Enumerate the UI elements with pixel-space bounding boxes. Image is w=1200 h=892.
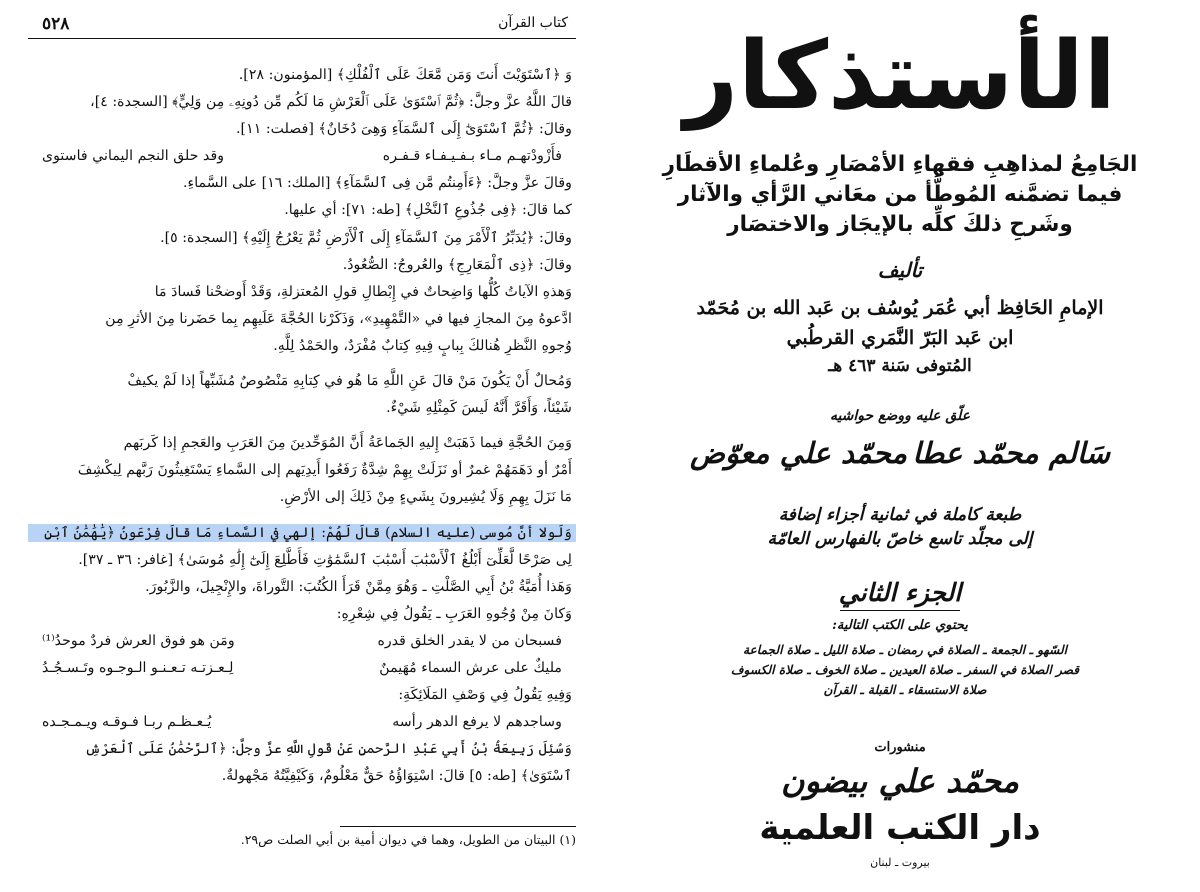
text-line[interactable]: وقالَ: ﴿ثُمَّ ٱسْتَوَىٰٓ إِلَى ٱلسَّمَآءِ وَهِىَ دُخَانٌ﴾ [فصلت: ١١]. [236, 121, 572, 138]
text-line[interactable]: وَهذهِ الآياتُ كُلُّها وَاضِحاتٌ في إِبْطالِ قولِ المُعتزلةِ، وَقَدْ أَوضحْنا فَسادَ مَا [154, 283, 572, 300]
text-line[interactable]: وَمِنَ الحُجَّةِ فيما ذَهَبَتْ إِليهِ الجَماعَةُ أَنَّ المُوَحِّدينَ مِنَ العَرَبِ والعَجمِ إذا كَربَهم [123, 435, 572, 452]
text-line[interactable]: أَمْرٌ أو دَهَمَهُمْ غمرٌ أو نَزَلَتْ بِهِمْ شِدَّةٌ رَفَعُوا أَيدِيَهم إلى السَّماءِ يَسْتَغِيثُونَ رَبَّهم لِيكْشِفَ [77, 462, 572, 479]
contents-line: السّهو ـ الجمعة ـ الصلاة في رمضان ـ صلاة الليل ـ صلاة الجماعة [742, 643, 1068, 657]
publisher-label: منشورات [874, 740, 926, 755]
poetry-verse[interactable] [28, 655, 576, 682]
subtitle-line: الجَامِعُ لمذاهِبِ فقهاءِ الأمْصَارِ وعُلماءِ الأقطَارِ [662, 152, 1138, 177]
running-title: كتاب القرآن [498, 15, 568, 31]
publisher-name: محمّد علي بيضون [780, 762, 1020, 800]
text-line[interactable]: قالَ اللَّهُ عزَّ وجلَّ: ﴿ثُمَّ ٱسْتَوَىٰ عَلَى ٱلْعَرْشِ مَا لَكُم مِّن دُونِهِۦ مِن وَلِيٍّ﴾ [السجدة: ٤]، [90, 94, 572, 111]
page-number: ٥٢٨ [42, 14, 70, 34]
contents-line: صلاة الاستسقاء ـ القبلة ـ القرآن [823, 683, 987, 697]
contains-label: يحتوي على الكتب التالية: [832, 618, 968, 633]
text-line[interactable]: ٱسْتَوَىٰ﴾ [طه: ٥] قالَ: اسْتِوَاؤُهُ حَقٌّ مَعْلُومٌ، وَكَيْفِيَّتُهُ مَجْهولةٌ. [221, 768, 572, 785]
verse-first-hemistich[interactable]: مليكٌ على عرش السماء مُهَيمنٌ [379, 659, 562, 676]
subtitle-line: وشَرحِ ذلكَ كلِّه بالإيجَاز والاختصَار [727, 212, 1073, 237]
text-line[interactable]: لِى صَرْحًا لَّعَلِّىٓ أَبْلُغُ ٱلْأَسْبَٰبَ أَسْبَٰبَ ٱلسَّمَٰوَٰتِ فَأَطَّلِعَ إِلَىٰٓ إِلَٰهِ مُوسَىٰ﴾ [غافر: ٣٦ ـ ٣٧]. [78, 551, 572, 568]
editors [690, 436, 1110, 470]
author-line: ابن عَبد البَرّ النَّمَري القرطُبي [786, 327, 1014, 349]
verse-second-hemistich[interactable]: ومَن هو فوق العرش فردٌ موحدُ⁽¹⁾ [42, 632, 235, 649]
poetry-verse[interactable] [28, 143, 576, 170]
text-line[interactable]: وَمُحالٌ أَنْ يَكُونَ مَنْ قالَ عَنِ اللَّهِ مَا هُو في كِتابِهِ مَنْصُوصٌ مُشَبِّهاً إذا لَمْ يكيفْ [127, 373, 572, 390]
edition-line: إلى مجلّد تاسع خاصّ بالفهارس العامّة [767, 529, 1033, 549]
verse-first-hemistich[interactable]: وساجدهم لا يرفع الدهر رأسه [392, 714, 562, 731]
text-line[interactable]: ادَّعوهُ مِنَ المجازِ فيها في «التَّمْهِيدِ»، وَذَكَرْنا الحُجَّةَ عَلَيهِم بِما حَضَرنا مِنَ الأثرِ مِن [105, 310, 572, 327]
text-line[interactable]: وَكانَ مِنْ وُجُوهِ العَرَبِ ـ يَقُولُ فِي شِعْرِهِ: [336, 605, 572, 622]
editor-name: محمّد علي معوّض [690, 436, 908, 470]
page-header [28, 12, 576, 39]
text-line[interactable]: وَ ﴿ٱسْتَوَيْتَ أَنتَ وَمَن مَّعَكَ عَلَى ٱلْفُلْكِ﴾ [المؤمنون: ٢٨]. [238, 67, 572, 83]
editor-name: سَالم محمّد عطا [912, 436, 1110, 470]
text-line[interactable]: وَفِيهِ يَقُولُ فِي وَصْفِ المَلَائِكَةِ: [398, 687, 572, 704]
footnote[interactable]: (١) البيتان من الطويل، وهما في ديوان أمية بن أبي الصلت ص٢٩. [240, 832, 576, 847]
verse-first-hemistich[interactable]: فسبحان من لا يقدر الخلق قدره [377, 632, 562, 649]
author-death-date: المُتوفى سَنة ٤٦٣ هـ [828, 356, 972, 376]
verse-second-hemistich[interactable]: يُـعـظـم ربـا فـوقـه ويـمـجـده [42, 714, 212, 731]
contents-list [675, 640, 1135, 700]
text-line[interactable]: وَسُئِلَ رَبِيعَةُ بْنُ أَبِي عَبْدِ الرَّحمنِ عَنْ قَولِ اللَّهِ عزَّ وجلَّ: ﴿ٱلرَّحْمَٰنُ عَلَى ٱلْعَرْشِ [84, 741, 572, 758]
body-text[interactable] [28, 62, 576, 790]
verse-second-hemistich[interactable]: لِـعـزتـه تـعـنـو الـوجـوه وتَـسـجُـدُ [42, 659, 234, 676]
book-title: الأستذكار [684, 22, 1116, 131]
text-line[interactable]: مَا نَزَلَ بِهِمِ وَلَا يُشِيرونَ بِشَيءٍ مِنْ ذَلِكَ إلى الأرْضِ. [279, 489, 572, 506]
poetry-verse[interactable] [28, 628, 576, 655]
publisher-house: دار الكتب العلمية [759, 808, 1041, 848]
subtitle-line: فيما تضمَّنه المُوطَّأ من معَاني الرَّأي والآثار [677, 182, 1123, 207]
footnote-divider [340, 826, 576, 827]
text-line[interactable]: كما قالَ: ﴿فِى جُذُوعِ ٱلنَّخْلِ﴾ [طه: ٧١]: أي عليها. [284, 202, 572, 219]
text-line[interactable]: وقالَ: ﴿يُدَبِّرُ ٱلْأَمْرَ مِنَ ٱلسَّمَآءِ إِلَى ٱلْأَرْضِ ثُمَّ يَعْرُجُ إِلَيْهِ﴾ [السجدة: ٥]. [160, 229, 572, 246]
volume-underline [840, 610, 960, 611]
volume-label: الجزء الثاني [838, 578, 962, 607]
contents-line: قصر الصلاة في السفر ـ صلاة العيدين ـ صلاة الخوف ـ صلاة الكسوف [730, 663, 1080, 677]
text-line[interactable]: وقالَ: ﴿ذِى ٱلْمَعَارِجِ﴾ والعُروجُ: الصُّعُودُ. [342, 256, 572, 273]
text-line[interactable]: شَيْئاً، وَأَقَرَّ أَنَّهُ لَيسَ كَمِثْلِهِ شَيْءٌ. [386, 400, 572, 417]
authored-label: تأليف [877, 258, 923, 282]
right-page [600, 0, 1200, 892]
edition-line: طبعة كاملة في ثمانية أجزاء إضافة [778, 505, 1022, 525]
text-line[interactable]: وقالَ عزَّ وجلَّ: ﴿ءَأَمِنتُم مَّن فِى ٱلسَّمَآءِ﴾ [الملك: ١٦] على السَّماءِ. [183, 175, 572, 192]
publisher-city: بيروت ـ لبنان [870, 856, 930, 869]
highlighted-line[interactable]: وَلَولا أنَّ مُوسى (عليه السلام) قالَ لَهُمْ: إلهي في السَّماءِ مَا قالَ فِرْعَونُ ﴿يَٰهَٰمَٰنُ ٱبْنِ [28, 520, 576, 547]
text-line[interactable]: وُجوهِ النَّظرِ هُنالكَ بِبابٍ فِيهِ كِتابٌ مُفْرَدٌ، والحَمْدُ لِلَّهِ. [273, 337, 572, 354]
editors-note: علّق عليه ووضع حواشيه [829, 408, 971, 424]
author-line: الإمامِ الحَافِظ أبي عُمَر يُوسُف بن عَبد الله بن مُحَمّد [696, 297, 1104, 319]
poetry-verse[interactable] [28, 709, 576, 736]
verse-second-hemistich[interactable]: وقد حلق النجم اليماني فاستوى [42, 148, 225, 165]
text-line[interactable]: وَهَذا أُمَيَّةُ بْنُ أَبِي الصَّلْتِ ـ وَهُوَ مِمَّنْ قَرَأَ الكُتُبَ: التَّوراةَ، والإِنْجِيلَ، والزَّبُورَ. [145, 578, 572, 595]
verse-first-hemistich[interactable]: فأَزْودْتهـم مـاء بـفـيـفـاء قـفـره [382, 148, 562, 165]
